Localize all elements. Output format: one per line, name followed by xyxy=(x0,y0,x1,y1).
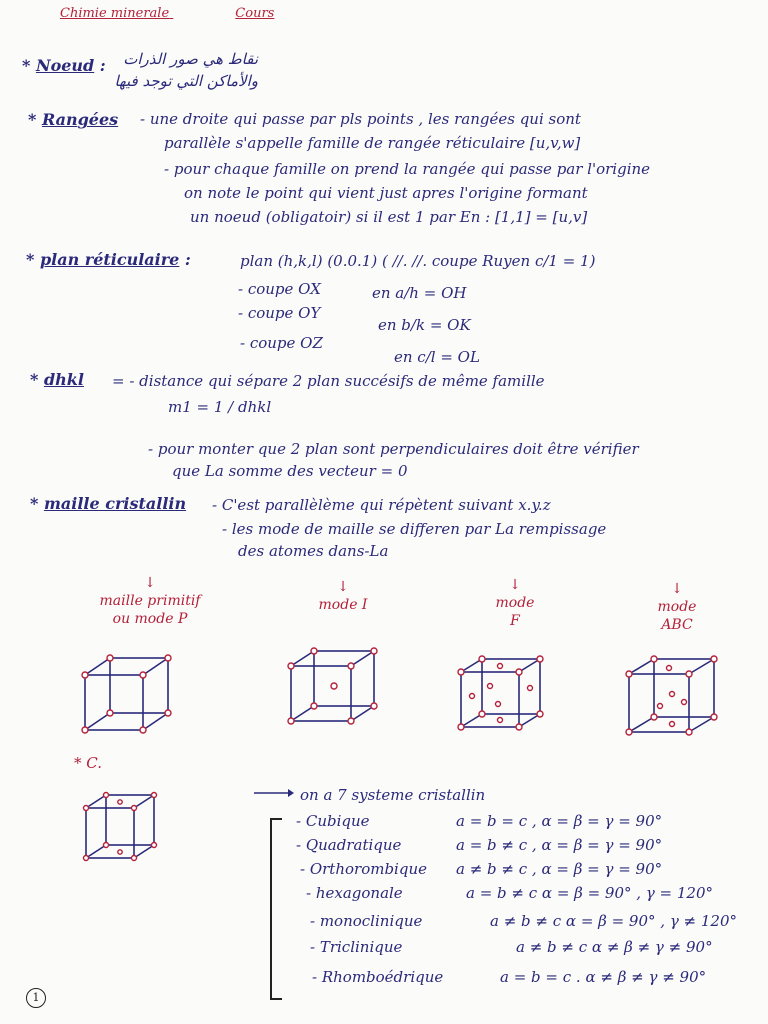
system-rel-orthorombique: a ≠ b ≠ c , α = β = γ = 90° xyxy=(456,860,663,878)
maille-line-2: - les mode de maille se differen par La rempissage xyxy=(222,520,607,538)
system-row-orthorombique: - Orthorombique xyxy=(300,860,427,878)
plan-heading: * plan réticulaire : xyxy=(26,250,191,269)
systems-arrow-icon xyxy=(254,786,294,800)
cube-mode-abc xyxy=(624,656,724,746)
systems-bracket xyxy=(270,818,282,1000)
mode-i-label: ↓ mode I xyxy=(318,579,368,613)
dhkl-line-1: = - distance qui sépare 2 plan succésifs de même famille xyxy=(112,372,545,390)
rangees-line-5: un noeud (obligatoir) si il est 1 par En : [1,1] = [u,v] xyxy=(190,208,588,226)
noeud-heading: * Noeud : xyxy=(22,56,106,75)
rangees-line-4: on note le point qui vient just apres l'origine formant xyxy=(184,184,588,202)
dhkl-line-2: - pour monter que 2 plan sont perpendiculaires doit être vérifier xyxy=(148,440,639,458)
cube-mode-p xyxy=(80,650,180,740)
maille-heading: * maille cristallin xyxy=(30,494,187,513)
system-rel-hexagonale: a = b ≠ c α = β = 90° , γ = 120° xyxy=(466,884,714,902)
dhkl-formula: m1 = 1 / dhkl xyxy=(168,398,272,416)
system-rel-rhomboedrique: a = b = c . α ≠ β ≠ γ ≠ 90° xyxy=(500,968,707,986)
page-number: 1 xyxy=(26,988,46,1008)
header-subject: Chimie minerale xyxy=(60,6,170,21)
dhkl-heading: * dhkl xyxy=(30,370,84,389)
system-row-monoclinique: - monoclinique xyxy=(310,912,423,930)
maille-line-1: - C'est parallèlème qui répètent suivant x.y.z xyxy=(212,496,551,514)
cube-mode-f xyxy=(456,656,556,746)
rangees-heading: * Rangées xyxy=(28,110,119,129)
noeud-line-2: والأماكن التي توجد فيها xyxy=(114,72,258,90)
system-row-hexagonale: - hexagonale xyxy=(306,884,403,902)
rangees-line-2: parallèle s'appelle famille de rangée réticulaire [u,v,w] xyxy=(164,134,581,152)
rangees-line-3: - pour chaque famille on prend la rangée qui passe par l'origine xyxy=(164,160,651,178)
page-header xyxy=(60,6,274,21)
mode-p-label: ↓ maille primitif ou mode P xyxy=(99,575,201,627)
cube-mode-i xyxy=(286,648,386,738)
system-row-cubique: - Cubique xyxy=(296,812,370,830)
system-rel-quadratique: a = b ≠ c , α = β = γ = 90° xyxy=(456,836,663,854)
plan-coupe-1-value: en a/h = OH xyxy=(372,284,467,302)
plan-coupe-1: - coupe OX xyxy=(238,280,321,298)
systems-intro: on a 7 systeme cristallin xyxy=(300,786,486,804)
plan-coupe-3-value: en c/l = OL xyxy=(394,348,480,366)
cube-mode-c xyxy=(82,792,162,864)
plan-coupe-2-value: en b/k = OK xyxy=(378,316,471,334)
maille-line-3: des atomes dans-La xyxy=(238,542,389,560)
plan-coupe-3: - coupe OZ xyxy=(240,334,323,352)
header-type: Cours xyxy=(235,6,275,21)
rangees-line-1: - une droite qui passe par pls points , les rangées qui sont xyxy=(140,110,581,128)
system-rel-monoclinique: a ≠ b ≠ c α = β = 90° , γ ≠ 120° xyxy=(490,912,738,930)
system-row-rhomboedrique: - Rhomboédrique xyxy=(312,968,444,986)
noeud-line-1: نقاط هي صور الذرات xyxy=(123,50,258,68)
mode-abc-label: ↓ mode ABC xyxy=(657,581,697,633)
system-row-quadratique: - Quadratique xyxy=(296,836,402,854)
plan-formula: plan (h,k,l) (0.0.1) ( //. //. coupe Ruyen c/1 = 1) xyxy=(240,252,596,270)
system-row-triclinique: - Triclinique xyxy=(310,938,403,956)
system-rel-triclinique: a ≠ b ≠ c α ≠ β ≠ γ ≠ 90° xyxy=(516,938,713,956)
mode-f-label: ↓ mode F xyxy=(495,577,535,629)
mode-c-label: * C. xyxy=(74,754,102,772)
plan-coupe-2: - coupe OY xyxy=(238,304,321,322)
system-rel-cubique: a = b = c , α = β = γ = 90° xyxy=(456,812,663,830)
dhkl-line-3: que La somme des vecteur = 0 xyxy=(172,462,408,480)
